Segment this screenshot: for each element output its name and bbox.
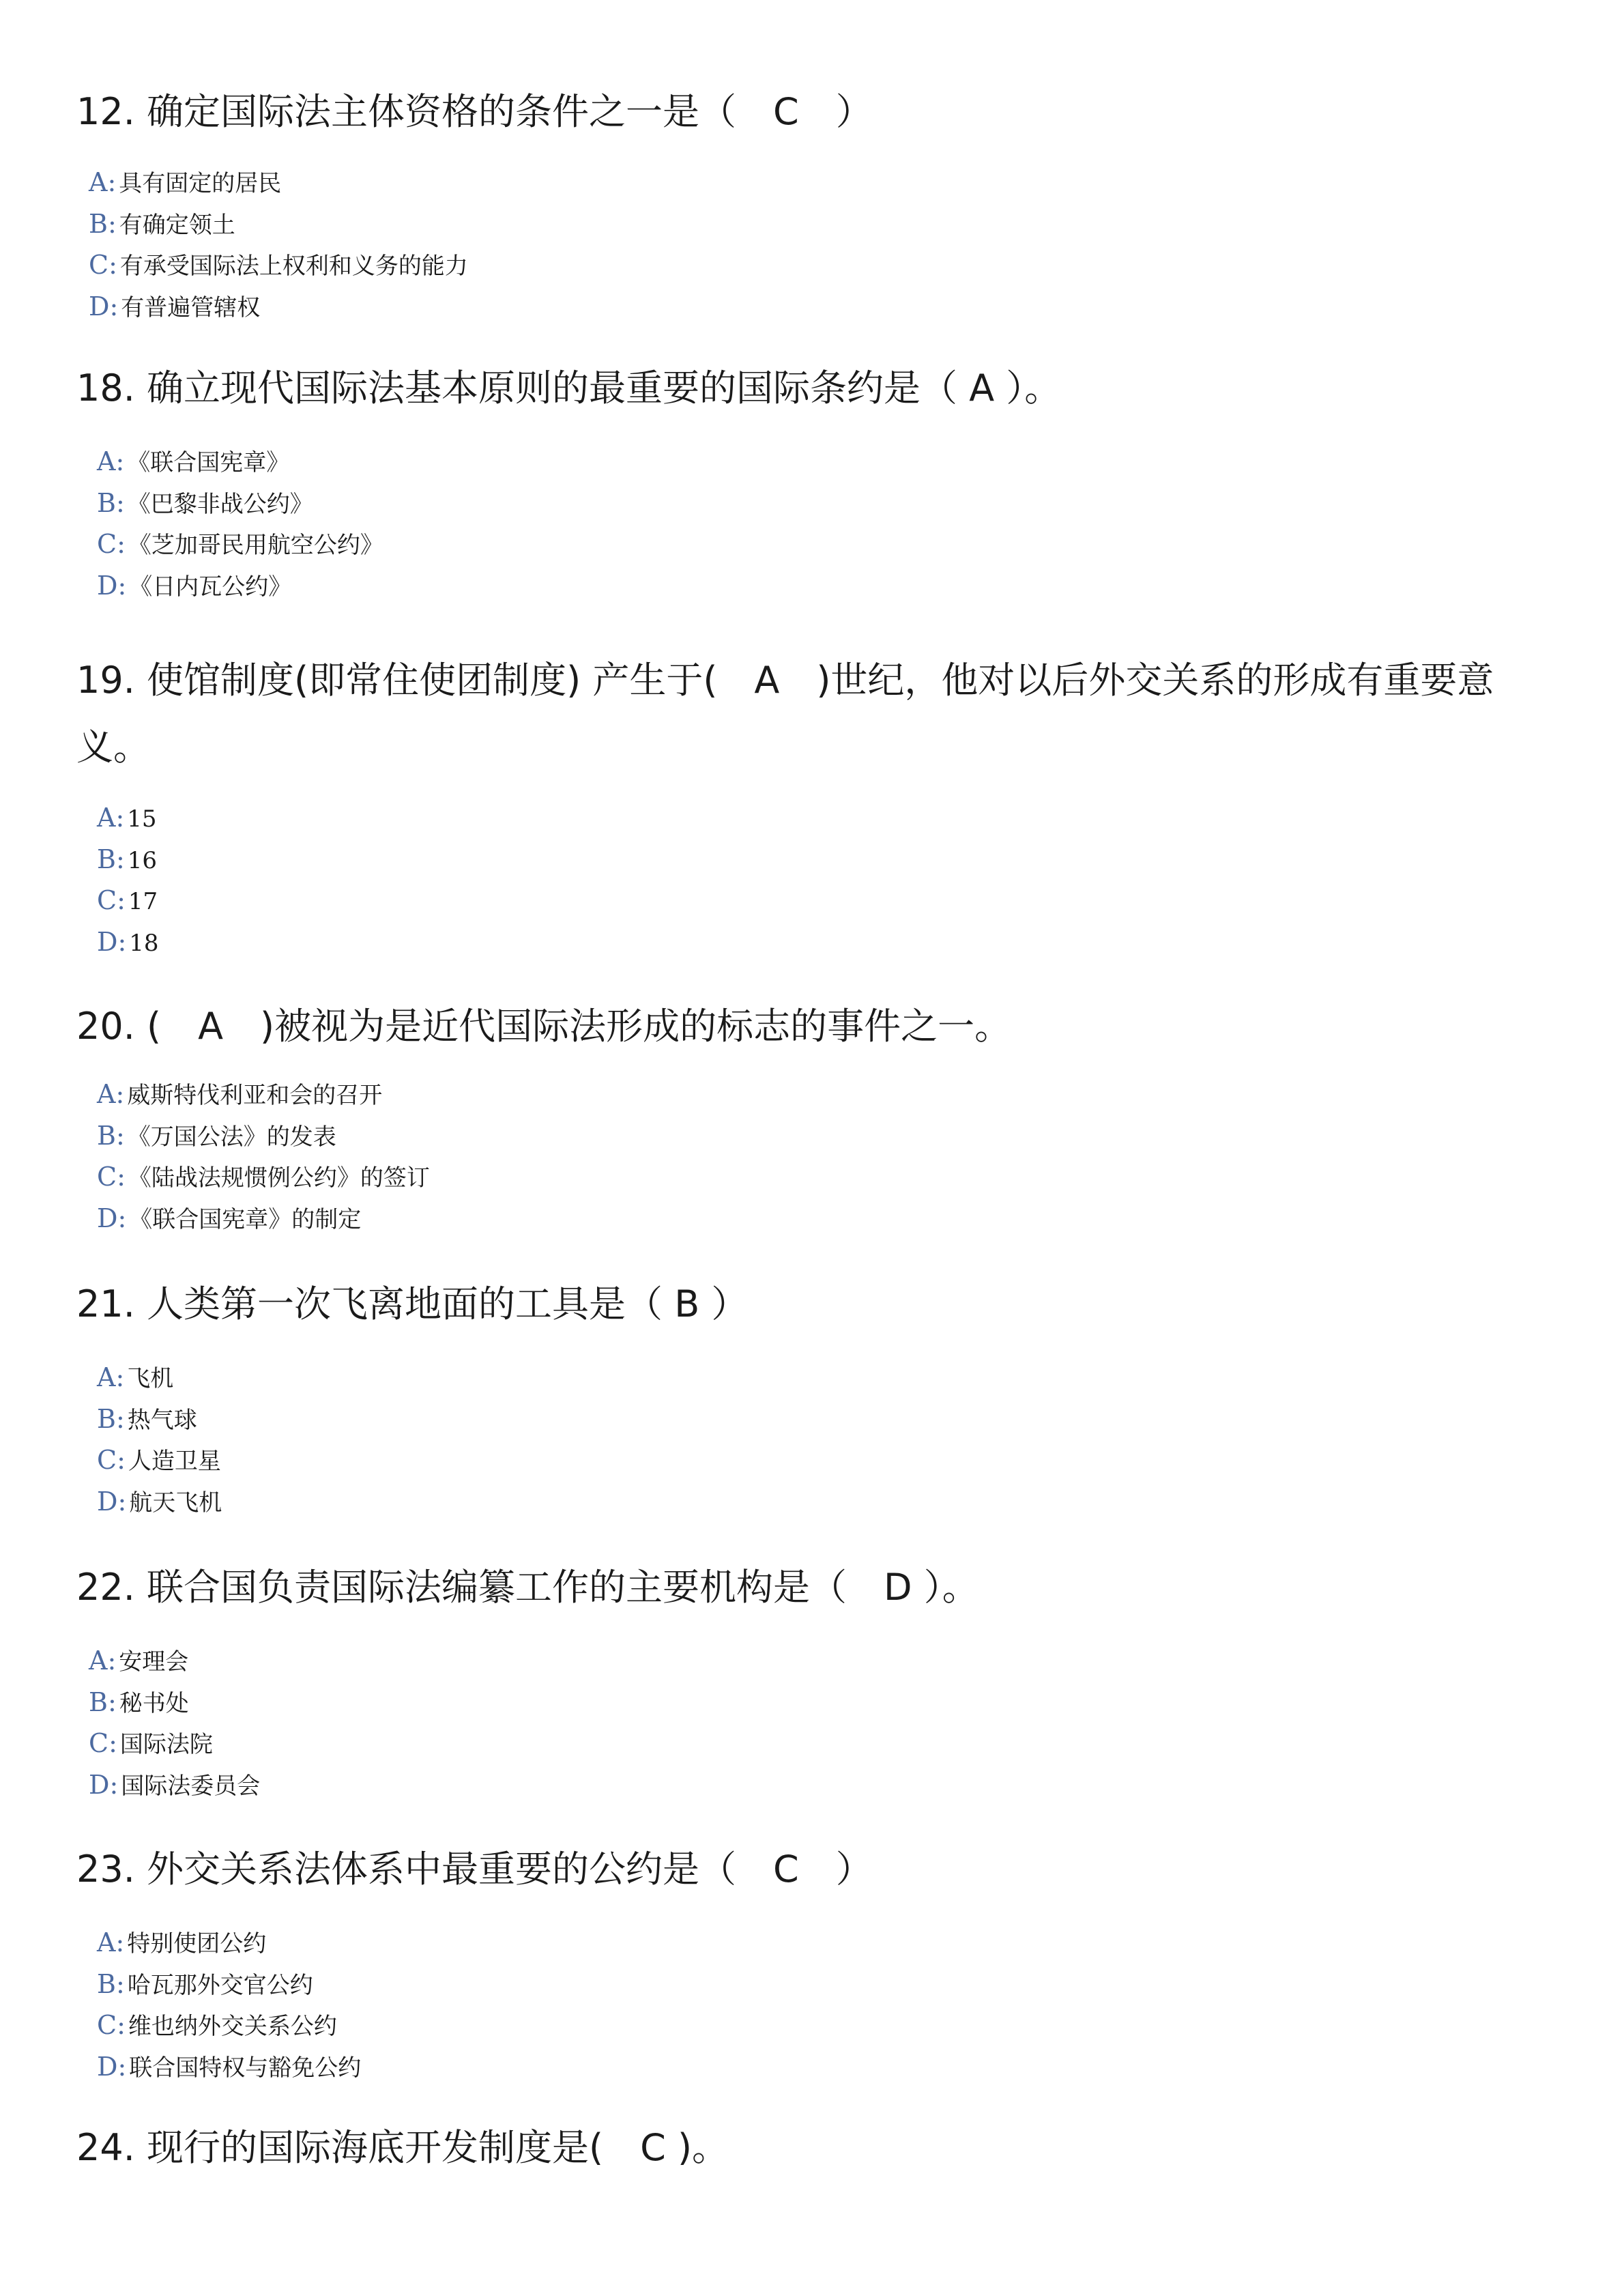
question-text: 21. 人类第一次飞离地面的工具是（ B ） [76,1282,749,1325]
option-a: A: 15 [97,803,157,833]
question-22 [76,1554,1543,1805]
option-text: 哈瓦那外交官公约 [127,1971,313,1999]
option-d: D: 18 [97,926,159,957]
option-letter: B [97,1403,116,1434]
option-text: 15 [127,805,157,833]
option-letter: D [97,1203,118,1233]
option-text: 航天飞机 [129,1489,222,1517]
option-b: B: 有确定领土 [89,208,235,239]
question-text: 22. 联合国负责国际法编纂工作的主要机构是（ D ）。 [76,1566,979,1609]
option-letter: A [97,803,116,833]
option-list [97,797,1543,962]
option-d: D: 《联合国宪章》的制定 [97,1203,362,1233]
question-21 [76,1271,1543,1522]
option-letter: B [97,1120,116,1151]
question-text: 23. 外交关系法体系中最重要的公约是（ C ） [76,1848,873,1891]
question-text: 19. 使馆制度(即常住使团制度) 产生于( A )世纪，他对以后外交关系的形成有重要意义。 [76,659,1494,769]
option-list [97,1357,1543,1522]
question-23 [76,1836,1543,2087]
option-text: 威斯特伐利亚和会的召开 [127,1082,383,1109]
option-d: D: 有普遍管辖权 [89,291,261,321]
option-text: 《巴黎非战公约》 [127,490,313,518]
option-text: 16 [127,846,158,874]
option-letter: B [89,208,108,239]
option-letter: D [97,2051,118,2082]
option-b: B: 热气球 [97,1403,197,1434]
option-c: C: 《陆战法规惯例公约》的签订 [97,1162,430,1192]
option-letter: C [89,250,109,280]
option-b: B: 《巴黎非战公约》 [97,487,313,518]
option-text: 国际法委员会 [121,1772,261,1800]
question-text: 24. 现行的国际海底开发制度是( C )。 [76,2126,729,2169]
question-20 [76,993,1543,1239]
question-text: 18. 确立现代国际法基本原则的最重要的国际条约是（ A ）。 [76,367,1062,410]
option-a: A: 飞机 [97,1362,174,1392]
option-letter: B [97,1968,116,1999]
option-text: 《联合国宪章》 [127,449,290,476]
option-letter: B [97,844,116,874]
option-letter: A [89,1646,108,1676]
option-letter: B [97,487,116,518]
option-text: 《芝加哥民用航空公约》 [128,532,383,559]
question-12 [76,78,1543,327]
option-c: C: 维也纳外交关系公约 [97,2010,337,2040]
question-19 [76,647,1543,962]
option-letter: D [89,291,110,321]
option-text: 有承受国际法上权利和义务的能力 [119,253,468,280]
option-text: 《日内瓦公约》 [129,573,292,601]
option-list [97,1074,1543,1239]
option-text: 有普遍管辖权 [121,293,261,321]
option-list [97,1922,1543,2087]
option-text: 维也纳外交关系公约 [128,2013,337,2040]
option-letter: A [97,1927,116,1957]
option-text: 飞机 [127,1365,174,1392]
option-list [89,1640,1543,1805]
option-a: A: 特别使团公约 [97,1927,267,1957]
option-a: A: 《联合国宪章》 [97,446,290,476]
option-b: B: 16 [97,844,158,874]
option-text: 《联合国宪章》的制定 [129,1205,362,1233]
option-text: 热气球 [127,1406,197,1434]
option-d: D: 联合国特权与豁免公约 [97,2051,362,2082]
question-text: 12. 确定国际法主体资格的条件之一是（ C ） [76,90,873,133]
option-b: B: 哈瓦那外交官公约 [97,1968,313,1999]
option-letter: C [97,529,117,559]
option-text: 联合国特权与豁免公约 [129,2054,362,2082]
option-text: 特别使团公约 [127,1930,267,1957]
option-letter: A [97,1362,116,1392]
option-letter: D [97,570,118,601]
option-c: C: 国际法院 [89,1728,213,1758]
option-text: 有确定领土 [119,211,235,239]
option-letter: A [97,1079,116,1109]
option-a: A: 威斯特伐利亚和会的召开 [97,1079,383,1109]
option-d: D: 航天飞机 [97,1486,222,1517]
option-letter: A [97,446,116,476]
option-list [97,441,1543,606]
question-18 [76,355,1543,606]
option-text: 人造卫星 [128,1448,221,1475]
question-24 [76,2114,1543,2181]
option-letter: C [97,1162,117,1192]
option-text: 《万国公法》的发表 [127,1123,336,1151]
option-letter: D [97,1486,118,1517]
option-list [89,162,1543,327]
option-a: A: 具有固定的居民 [89,167,282,197]
option-letter: A [89,167,108,197]
option-text: 秘书处 [119,1689,189,1717]
option-letter: C [97,885,117,915]
option-text: 安理会 [119,1648,189,1676]
option-text: 18 [129,929,159,957]
option-d: D: 国际法委员会 [89,1769,261,1800]
option-letter: C [97,1445,117,1475]
option-a: A: 安理会 [89,1646,189,1676]
option-c: C: 17 [97,885,158,915]
option-letter: B [89,1687,108,1717]
option-c: C: 《芝加哥民用航空公约》 [97,529,383,559]
option-letter: D [97,926,118,957]
option-letter: C [97,2010,117,2040]
option-letter: C [89,1728,109,1758]
question-text: 20. ( A )被视为是近代国际法形成的标志的事件之一。 [76,1005,1012,1048]
option-c: C: 人造卫星 [97,1445,221,1475]
option-text: 具有固定的居民 [119,170,282,197]
option-c: C: 有承受国际法上权利和义务的能力 [89,250,468,280]
option-d: D: 《日内瓦公约》 [97,570,292,601]
option-text: 国际法院 [119,1731,213,1758]
option-letter: D [89,1769,110,1800]
option-text: 《陆战法规惯例公约》的签订 [128,1164,430,1192]
option-text: 17 [128,888,158,915]
option-b: B: 秘书处 [89,1687,189,1717]
option-b: B: 《万国公法》的发表 [97,1120,336,1151]
